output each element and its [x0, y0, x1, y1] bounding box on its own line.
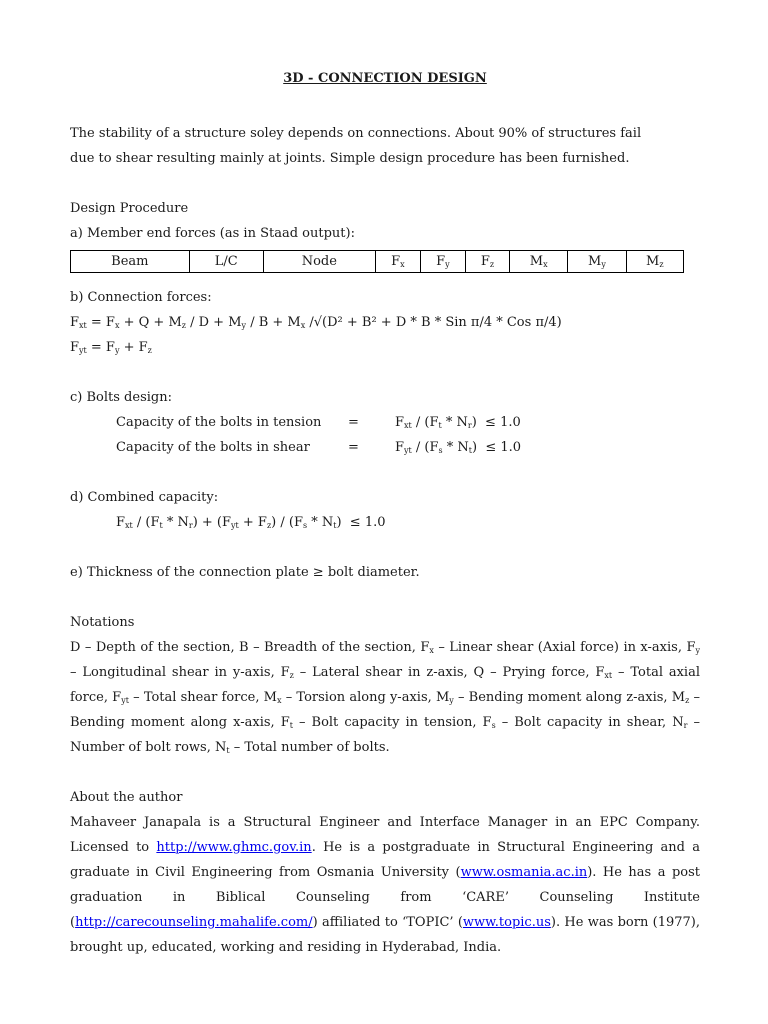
bolts-row-shear — [116, 435, 700, 460]
table-header-cell — [568, 251, 626, 273]
page-title: 3D - CONNECTION DESIGN — [283, 71, 487, 86]
thickness-line: e) Thickness of the connection plate ≥ bolt diameter. — [70, 565, 420, 580]
combined-formula: $F_{xt} / (F_t * N_r) + (F_{yt} + F_z) / (F_s * N_t) \le 1.0$ — [116, 515, 386, 530]
author-text: Mahaveer Janapala is a Structural Engineer and Interface Manager in an EPC Company. Licensed to — [70, 815, 700, 855]
combined-heading: d) Combined capacity: — [70, 490, 219, 505]
table-header-subscript: y — [601, 260, 606, 269]
table-header-cell — [626, 251, 683, 273]
procedure-heading: Design Procedure — [70, 201, 189, 216]
table-header-label: M — [588, 254, 602, 269]
table-header-subscript: y — [445, 260, 450, 269]
author-heading: About the author — [70, 790, 183, 805]
table-header-cell — [465, 251, 509, 273]
fyt-formula: $F_{yt} = F_y + F_z$ — [70, 340, 152, 355]
link-topic[interactable]: www.topic.us — [462, 915, 551, 930]
table-header-subscript: x — [400, 260, 405, 269]
intro-line-2: due to shear resulting mainly at joints. Simple design procedure has been furnished. — [70, 151, 630, 166]
link-carecounseling[interactable]: http://carecounseling.mahalife.com/ — [75, 915, 313, 930]
table-header-label: Node — [301, 254, 337, 269]
table-header-cell — [420, 251, 465, 273]
table-header-label: Beam — [111, 254, 149, 269]
author-text: ) affiliated to ‘TOPIC’ ( — [312, 915, 463, 930]
table-header-cell — [263, 251, 375, 273]
bolts-rows — [70, 410, 700, 460]
table-header-label: M — [646, 254, 660, 269]
bolts-heading: c) Bolts design: — [70, 390, 172, 405]
connection-forces-heading: b) Connection forces: — [70, 290, 212, 305]
intro-line-1: The stability of a structure soley depends on connections. About 90% of structures fail — [70, 126, 642, 141]
table-header-cell — [375, 251, 420, 273]
notations-text: D – Depth of the section, B – Breadth of the section, $F_x$ – Linear shear (Axial force) in x-axis, $F_y$ – Longitudinal shear in y-axis, $F_z$ – Lateral shear in z-axis, Q – Prying force, $F_{xt}$ – Total axial force, $F_{yt}$ – Total shear force, $M_x$ – Torsion along y-axis, $M_y$ – Bending moment along z-axis, $M_z$ – Bending moment along x-axis, $F_t$ – Bolt capacity in tension, $F_s$ – Bolt capacity in shear, $N_r$ – Number of bolt rows, $N_t$ – Total number of bolts. — [70, 640, 700, 755]
table-header-row — [71, 251, 684, 273]
table-header-label: F — [391, 254, 401, 269]
table-header-subscript: z — [489, 260, 495, 269]
table-header-cell — [189, 251, 263, 273]
bolts-row-equals: = — [348, 440, 359, 455]
link-osmania[interactable]: www.osmania.ac.in — [460, 865, 588, 880]
author-bio — [70, 810, 700, 960]
table-header-cell — [510, 251, 568, 273]
table-header-label: F — [436, 254, 446, 269]
author-text: ). He was born (1977), brought up, educated, working and residing in Hyderabad, India. — [70, 915, 700, 955]
table-header-cell — [71, 251, 190, 273]
table-header-label: F — [480, 254, 490, 269]
table-header-subscript: x — [543, 260, 548, 269]
bolts-row-formula: $F_{yt} / (F_s * N_t) \le 1.0$ — [395, 440, 522, 455]
member-forces-heading: a) Member end forces (as in Staad output): — [70, 226, 355, 241]
table-header-label: L/C — [214, 254, 238, 269]
author-text: . He is a postgraduate in Structural Engineering and a graduate in Civil Engineering from Osmania University ( — [70, 840, 700, 880]
table-header-label: M — [529, 254, 544, 269]
bolts-row-label: Capacity of the bolts in shear — [116, 440, 310, 455]
document-content — [70, 66, 700, 960]
table-header-subscript: z — [659, 260, 664, 269]
author-text: ). He has a post graduation in Biblical Counseling from ‘CARE’ Counseling Institute ( — [70, 865, 700, 930]
link-ghmc[interactable]: http://www.ghmc.gov.in — [156, 840, 312, 855]
bolts-row-formula: $F_{xt} / (F_t * N_r) \le 1.0$ — [395, 415, 521, 430]
bolts-row-label: Capacity of the bolts in tension — [116, 415, 322, 430]
notations-heading: Notations — [70, 615, 135, 630]
fxt-formula: $F_{xt} = F_x + Q + M_z / D + M_y / B + M_x$ /√(D² + B² + D * B * Sin π/4 * Cos π/4) — [70, 315, 562, 330]
bolts-row-tension — [116, 410, 700, 435]
bolts-row-equals: = — [348, 415, 359, 430]
member-forces-table — [70, 250, 684, 273]
